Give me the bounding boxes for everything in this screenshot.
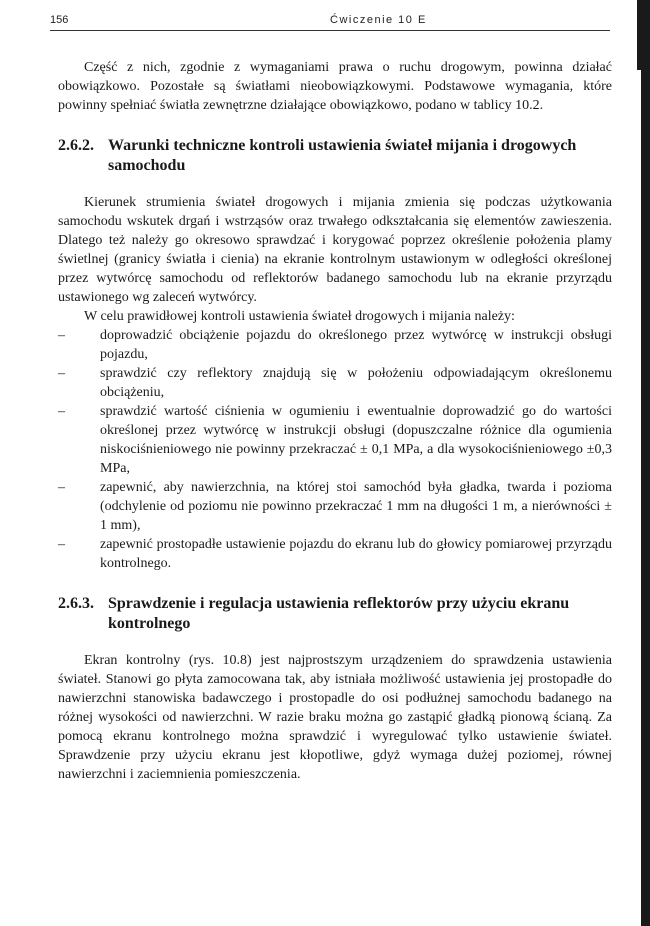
section-heading-2-6-2 [58, 136, 612, 176]
running-title: Ćwiczenie 10 E [330, 14, 427, 26]
section-title: Sprawdzenie i regulacja ustawienia reflektorów przy użyciu ekranu kontrolnego [108, 595, 570, 632]
section-2-6-2-paragraph-1: Kierunek strumienia świateł drogowych i mijania zmienia się podczas użytkowania samochodu wskutek drgań i wstrząsów oraz trwałego odkształcania się elementów zawieszenia. Dlatego też należy go okresowo sprawdzać i korygować poprzez określenie położenia plamy świetlnej (granicy światła i cienia) na ekranie kontrolnym ustawionym w odległości określonej przez wytwórcę samochodu od reflektorów badanego samochodu lub na ekranie przyrządu ustawionego wg zaleceń wytwórcy. [58, 195, 612, 305]
scan-edge-shadow [641, 0, 650, 926]
page-content [58, 58, 612, 784]
bullet-dash: – [58, 480, 65, 495]
list-item-text: sprawdzić wartość ciśnienia w ogumieniu i ewentualnie doprowadzić go do wartości określonej przez wytwórcę w instrukcji obsługi (dopuszczalne różnice dla ogumienia niskociśnieniowego nie powinny przekraczać ± 0,1 MPa, a dla wysokociśnieniowego ±0,3 MPa, [100, 404, 612, 476]
section-2-6-2-paragraph-2: W celu prawidłowej kontroli ustawienia świateł drogowych i mijania należy: [84, 309, 515, 324]
bullet-dash: – [58, 404, 65, 419]
scan-edge-shadow-top [637, 0, 641, 70]
list-item [58, 478, 612, 535]
page-header [50, 12, 612, 28]
requirements-list [58, 326, 612, 573]
bullet-dash: – [58, 328, 65, 343]
list-item [58, 535, 612, 573]
list-item-text: zapewnić, aby nawierzchnia, na której stoi samochód była gładka, twarda i pozioma (odchylenie od poziomu nie powinno przekraczać 1 mm na długości 1 m, a nierówności ± 1 mm), [100, 480, 612, 533]
list-item [58, 326, 612, 364]
list-item-text: zapewnić prostopadłe ustawienie pojazdu do ekranu lub do głowicy pomiarowej przyrządu kontrolnego. [100, 537, 612, 571]
list-item-text: doprowadzić obciążenie pojazdu do określonego przez wytwórcę w instrukcji obsługi pojazdu, [100, 328, 612, 362]
section-number: 2.6.2. [58, 137, 94, 154]
bullet-dash: – [58, 537, 65, 552]
list-item [58, 364, 612, 402]
section-title: Warunki techniczne kontroli ustawienia świateł mijania i drogowych samochodu [108, 137, 577, 174]
section-2-6-3-paragraph-1: Ekran kontrolny (rys. 10.8) jest najprostszym urządzeniem do sprawdzenia ustawienia świateł. Stanowi go płyta zamocowana tak, aby istniała możliwość ustawienia jej prostopadłe do nawierzchni stanowiska badawczego i prostopadle do osi podłużnej samochodu badanego na różnej wysokości od nawierzchni. W razie braku można go zastąpić gładką pionową ścianą. Za pomocą ekranu kontrolnego można sprawdzić i wyregulować tylko ustawienie świateł. Sprawdzenie przy użyciu ekranu jest kłopotliwe, gdyż wymaga dużej poziomej, równej nawierzchni i zaciemnienia pomieszczenia. [58, 653, 612, 782]
section-number: 2.6.3. [58, 595, 94, 612]
list-item [58, 402, 612, 478]
list-item-text: sprawdzić czy reflektory znajdują się w położeniu odpowiadającym określonemu obciążeniu, [100, 366, 612, 400]
section-heading-2-6-3 [58, 594, 612, 634]
intro-paragraph: Część z nich, zgodnie z wymaganiami prawa o ruchu drogowym, powinna działać obowiązkowo. Pozostałe są światłami nieobowiązkowymi. Podstawowe wymagania, które powinny spełniać światła zewnętrzne działające obowiązkowo, podano w tablicy 10.2. [58, 60, 612, 113]
bullet-dash: – [58, 366, 65, 381]
page-number: 156 [50, 14, 69, 26]
header-divider [50, 30, 610, 31]
